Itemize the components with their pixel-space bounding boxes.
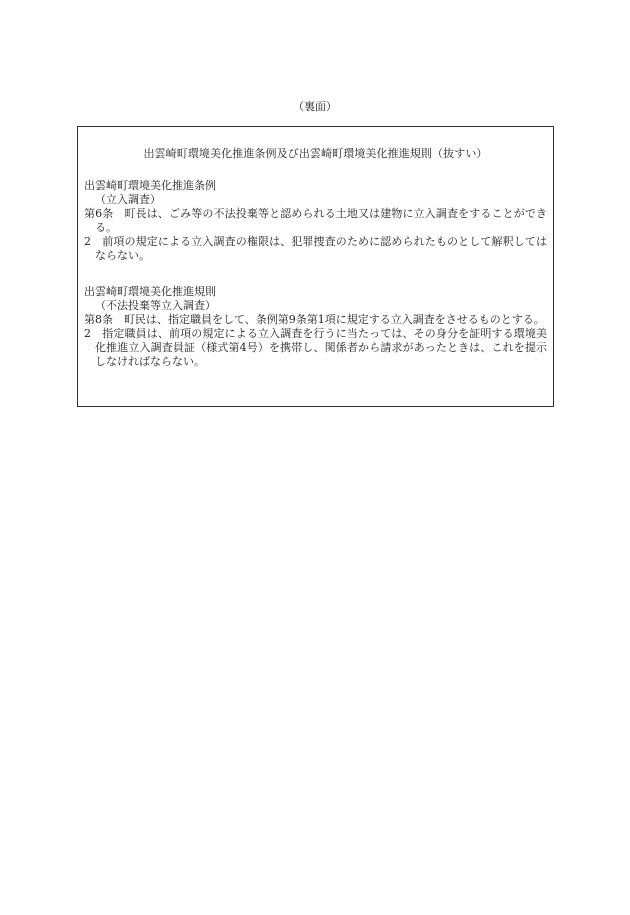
section-heading: 出雲崎町環境美化推進条例	[84, 179, 216, 192]
article-paragraph: 2 指定職員は、前項の規定による立入調査を行うに当たっては、その身分を証明する環境美化推進立入調査員証（様式第4号）を携帯し、関係者から請求があったときは、これを提示しなければならない。	[84, 327, 547, 368]
regulation-section	[84, 285, 547, 369]
article-caption: （不法投棄等立入調査）	[95, 299, 216, 312]
section-heading: 出雲崎町環境美化推進規則	[84, 285, 216, 298]
article-paragraph: 第6条 町長は、ごみ等の不法投棄等と認められる土地又は建物に立入調査をすることができる。	[84, 207, 547, 234]
article-paragraph: 第8条 町民は、指定職員をして、条例第9条第1項に規定する立入調査をさせるものとする。	[84, 313, 545, 326]
article-paragraph: 2 前項の規定による立入調査の権限は、犯罪捜査のために認められたものとして解釈してはならない。	[84, 235, 547, 262]
article-caption: （立入調査）	[95, 193, 161, 206]
document-title: 出雲崎町環境美化推進条例及び出雲崎町環境美化推進規則（抜すい）	[143, 147, 488, 160]
ordinance-excerpt-box	[77, 126, 554, 407]
page-side-label: （裏面）	[293, 100, 337, 113]
ordinance-section	[84, 179, 547, 263]
